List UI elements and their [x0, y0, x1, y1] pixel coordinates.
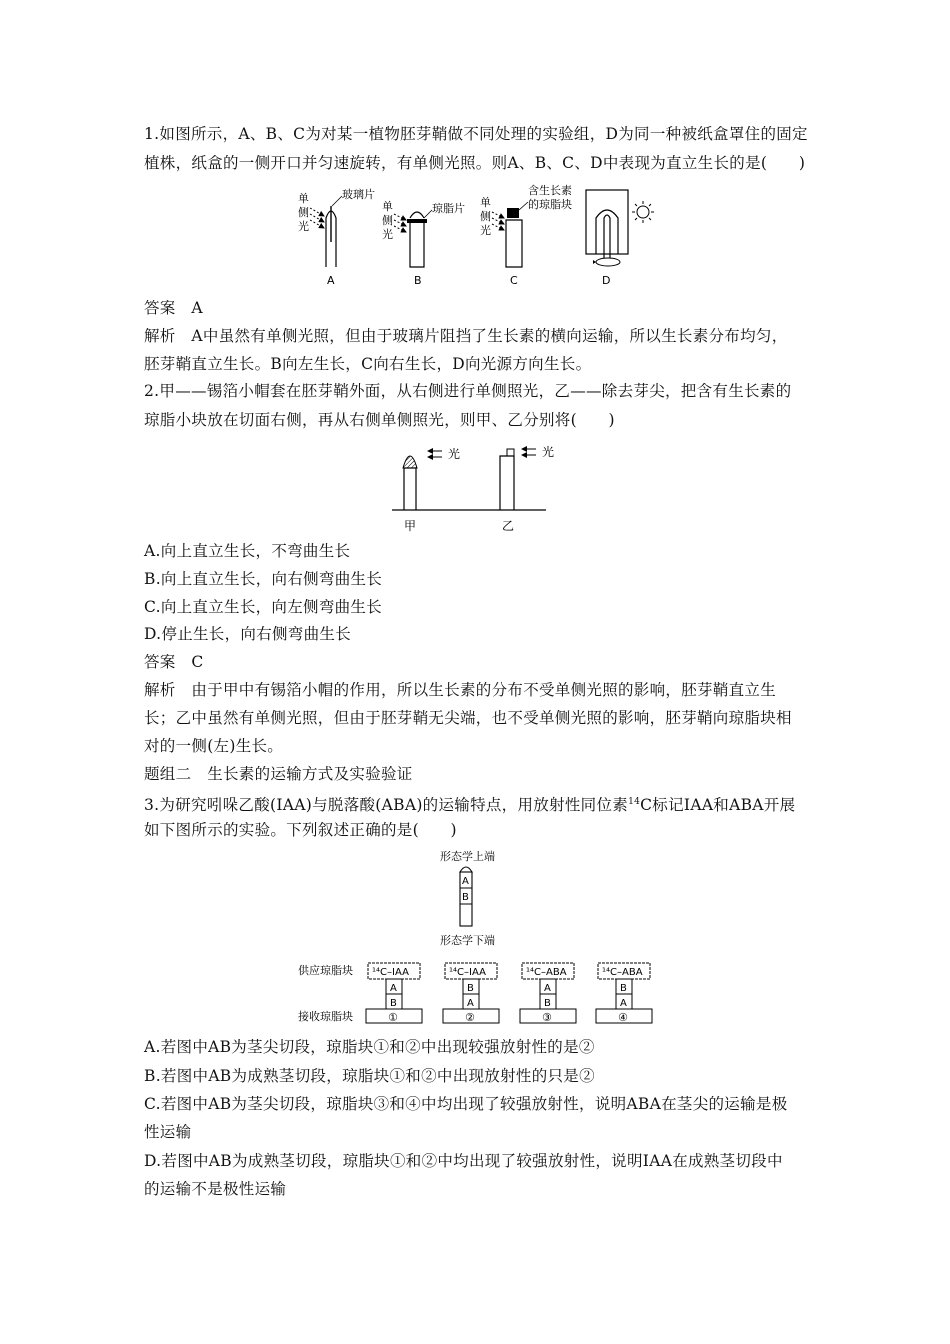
q1-fig-b: [382, 200, 465, 287]
q3-group-num: ①: [388, 1011, 398, 1024]
q1-caption-d: D: [602, 274, 611, 287]
q2-stem-line-2: 琼脂小块放在切面右侧，再从右侧单侧照光，则甲、乙分别将( ): [144, 411, 615, 429]
q3-option-d-line-1: D.若图中AB为成熟茎切段，琼脂块①和②中均出现了较强放射性，说明IAA在成熟茎切段中: [144, 1152, 783, 1170]
q2-option-a: A.向上直立生长，不弯曲生长: [144, 542, 351, 560]
q1-figure: [290, 182, 680, 292]
q2-figure: [390, 438, 555, 538]
q2-light-jia: 光: [448, 447, 461, 461]
q3-option-c-line-1: C.若图中AB为茎尖切段，琼脂块③和④中均出现了较强放射性，说明ABA在茎尖的运输是极: [144, 1095, 788, 1113]
q2-label-yi: 乙: [502, 519, 515, 533]
q3-option-a: A.若图中AB为茎尖切段，琼脂块①和②中出现较强放射性的是②: [144, 1038, 595, 1056]
q3-group-supply: ¹⁴C–ABA: [602, 967, 643, 978]
q1-fig-c: [480, 183, 572, 287]
q1-stem-line-1: 1.如图所示，A、B、C为对某一植物胚芽鞘做不同处理的实验组，D为同一种被纸盒罩住的固定: [144, 125, 808, 143]
q1-auxin-label-1: 含生长素: [528, 184, 572, 197]
q2-label-jia: 甲: [404, 519, 417, 533]
q3-group-top: A: [390, 983, 397, 994]
q2-option-d: D.停止生长，向右侧弯曲生长: [144, 625, 352, 643]
q3-group-4: [596, 963, 652, 1024]
q3-stem-line-2: 如下图所示的实验。下列叙述正确的是( ): [144, 821, 457, 839]
q1-answer: 答案 A: [144, 299, 203, 317]
q3-seg-a: A: [462, 876, 469, 887]
q3-stem-line-1: 3.为研究吲哚乙酸(IAA)与脱落酸(ABA)的运输特点，用放射性同位素$^{14}$C标记IAA和ABA开展: [144, 796, 796, 815]
svg-text:光: 光: [382, 228, 393, 241]
q2-light-yi: 光: [542, 445, 555, 459]
q1-caption-c: C: [510, 274, 518, 287]
svg-text:侧: 侧: [382, 214, 393, 227]
q3-option-d-line-2: 的运输不是极性运输: [144, 1180, 287, 1198]
q3-group-num: ④: [618, 1011, 628, 1024]
q3-top-label: 形态学上端: [440, 850, 495, 863]
q2-option-b: B.向上直立生长，向右侧弯曲生长: [144, 570, 383, 588]
q1-fig-a: [298, 187, 375, 287]
q3-group-bottom: A: [467, 998, 474, 1009]
q1-stem-line-2: 植株，纸盒的一侧开口并匀速旋转，有单侧光照。则A、B、C、D中表现为直立生长的是( ): [144, 154, 806, 172]
q3-group-bottom: B: [544, 998, 551, 1009]
q3-seg-b: B: [462, 892, 469, 903]
q1-analysis-line-2: 胚芽鞘直立生长。B向左生长，C向右生长，D向光源方向生长。: [144, 355, 592, 373]
q3-group-supply: ¹⁴C–ABA: [526, 967, 567, 978]
q3-option-b: B.若图中AB为成熟茎切段，琼脂块①和②中出现放射性的只是②: [144, 1067, 595, 1085]
q1-caption-b: B: [414, 274, 422, 287]
q3-bottom-label: 形态学下端: [440, 934, 495, 947]
q1-fig-d: [586, 190, 654, 287]
q1-a-light-3: 光: [298, 220, 309, 233]
q3-group-supply: ¹⁴C–IAA: [449, 967, 486, 978]
q2-analysis-line-1: 解析 由于甲中有锡箔小帽的作用，所以生长素的分布不受单侧光照的影响，胚芽鞘直立生: [144, 681, 777, 699]
q3-option-c-line-2: 性运输: [144, 1123, 192, 1141]
q3-group-top: B: [467, 983, 474, 994]
q3-group-bottom: B: [390, 998, 397, 1009]
q3-group-top: B: [620, 983, 627, 994]
q1-glass-label: 玻璃片: [342, 188, 375, 201]
svg-text:光: 光: [480, 224, 491, 237]
q3-supply-label: 供应琼脂块: [298, 964, 353, 977]
q3-group-num: ③: [542, 1011, 552, 1024]
svg-text:侧: 侧: [480, 210, 491, 223]
q3-group-3: [520, 963, 576, 1024]
q3-group-num: ②: [465, 1011, 475, 1024]
q3-receive-label: 接收琼脂块: [298, 1010, 353, 1023]
group-heading: 题组二 生长素的运输方式及实验验证: [144, 765, 413, 783]
q3-figure: [290, 844, 670, 1030]
q3-group-1: [366, 963, 422, 1024]
q2-answer: 答案 C: [144, 653, 204, 671]
q1-a-light-2: 侧: [298, 206, 309, 219]
q2-analysis-line-2: 长；乙中虽然有单侧光照，但由于胚芽鞘无尖端，也不受单侧光照的影响，胚芽鞘向琼脂块相: [144, 709, 792, 727]
svg-text:单: 单: [480, 196, 491, 209]
q1-caption-a: A: [327, 274, 335, 287]
q3-group-2: [443, 963, 499, 1024]
q1-analysis-line-1: 解析 A中虽然有单侧光照，但由于玻璃片阻挡了生长素的横向运输，所以生长素分布均匀，: [144, 327, 788, 345]
q2-stem-line-1: 2.甲——锡箔小帽套在胚芽鞘外面，从右侧进行单侧照光，乙——除去芽尖，把含有生长素的: [144, 382, 792, 400]
q2-analysis-line-3: 对的一侧(左)生长。: [144, 737, 284, 755]
q3-group-bottom: A: [620, 998, 627, 1009]
q3-group-supply: ¹⁴C–IAA: [372, 967, 409, 978]
q3-group-top: A: [544, 983, 551, 994]
q2-option-c: C.向上直立生长，向左侧弯曲生长: [144, 598, 383, 616]
q1-agar-label: 琼脂片: [432, 202, 465, 215]
q1-a-light-1: 单: [298, 192, 309, 205]
svg-text:单: 单: [382, 200, 393, 213]
q1-auxin-label-2: 的琼脂块: [528, 198, 572, 211]
